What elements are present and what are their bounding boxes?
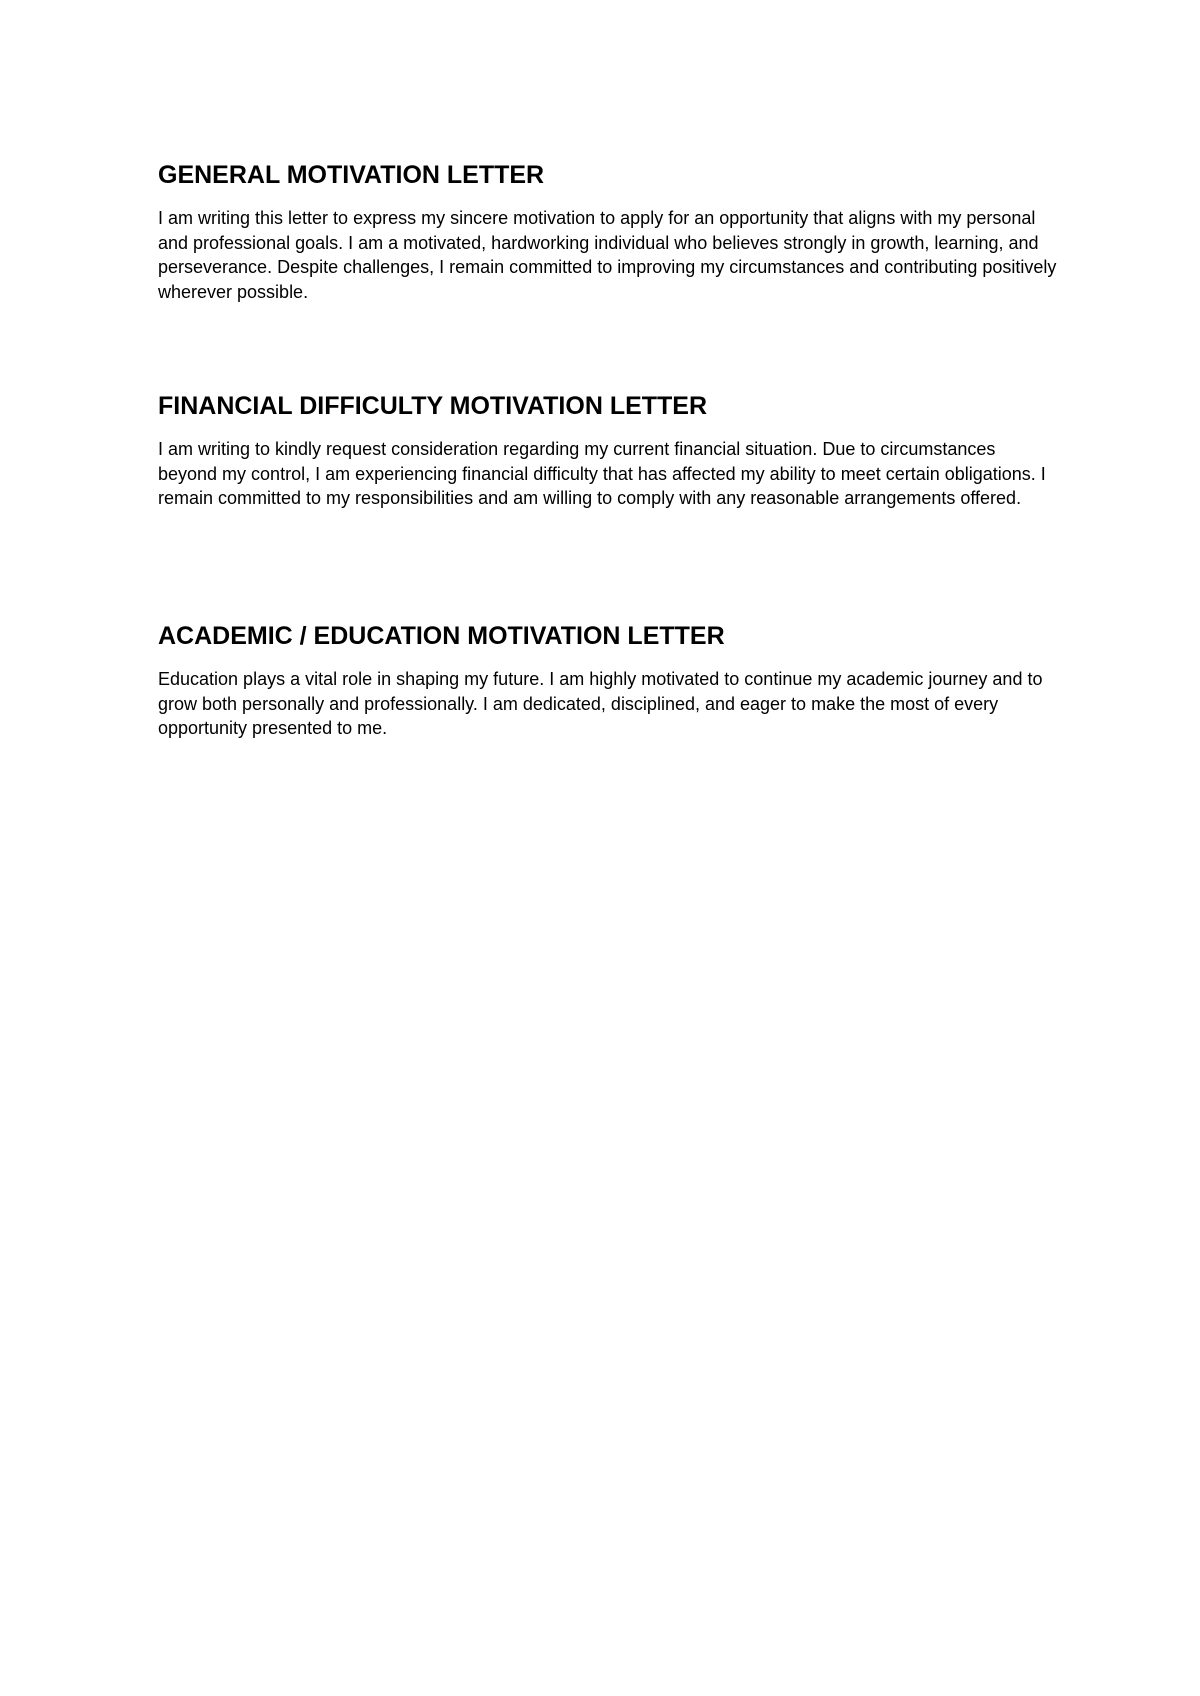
section-body: I am writing this letter to express my sincere motivation to apply for an opportunity that aligns with my personal and professional goals. I am a motivated, hardworking individual who believes strongly in growth, learning, and perseverance. Despite challenges, I remain committed to improving my circumstances and contributing positively wherever possible. [158, 208, 1057, 302]
section-heading: FINANCIAL DIFFICULTY MOTIVATION LETTER [158, 392, 708, 420]
general-motivation-section [158, 160, 1058, 304]
academic-education-section [158, 621, 1058, 741]
section-heading: GENERAL MOTIVATION LETTER [158, 161, 545, 189]
financial-difficulty-section [158, 391, 1058, 511]
section-body: Education plays a vital role in shaping my future. I am highly motivated to continue my academic journey and to grow both personally and professionally. I am dedicated, disciplined, and eager to make the most of every opportunity presented to me. [158, 669, 1043, 738]
section-body: I am writing to kindly request consideration regarding my current financial situation. Due to circumstances beyond my control, I am experiencing financial difficulty that has affected my ability to meet certain obligations. I remain committed to my responsibilities and am willing to comply with any reasonable arrangements offered. [158, 439, 1046, 508]
section-heading: ACADEMIC / EDUCATION MOTIVATION LETTER [158, 622, 725, 650]
